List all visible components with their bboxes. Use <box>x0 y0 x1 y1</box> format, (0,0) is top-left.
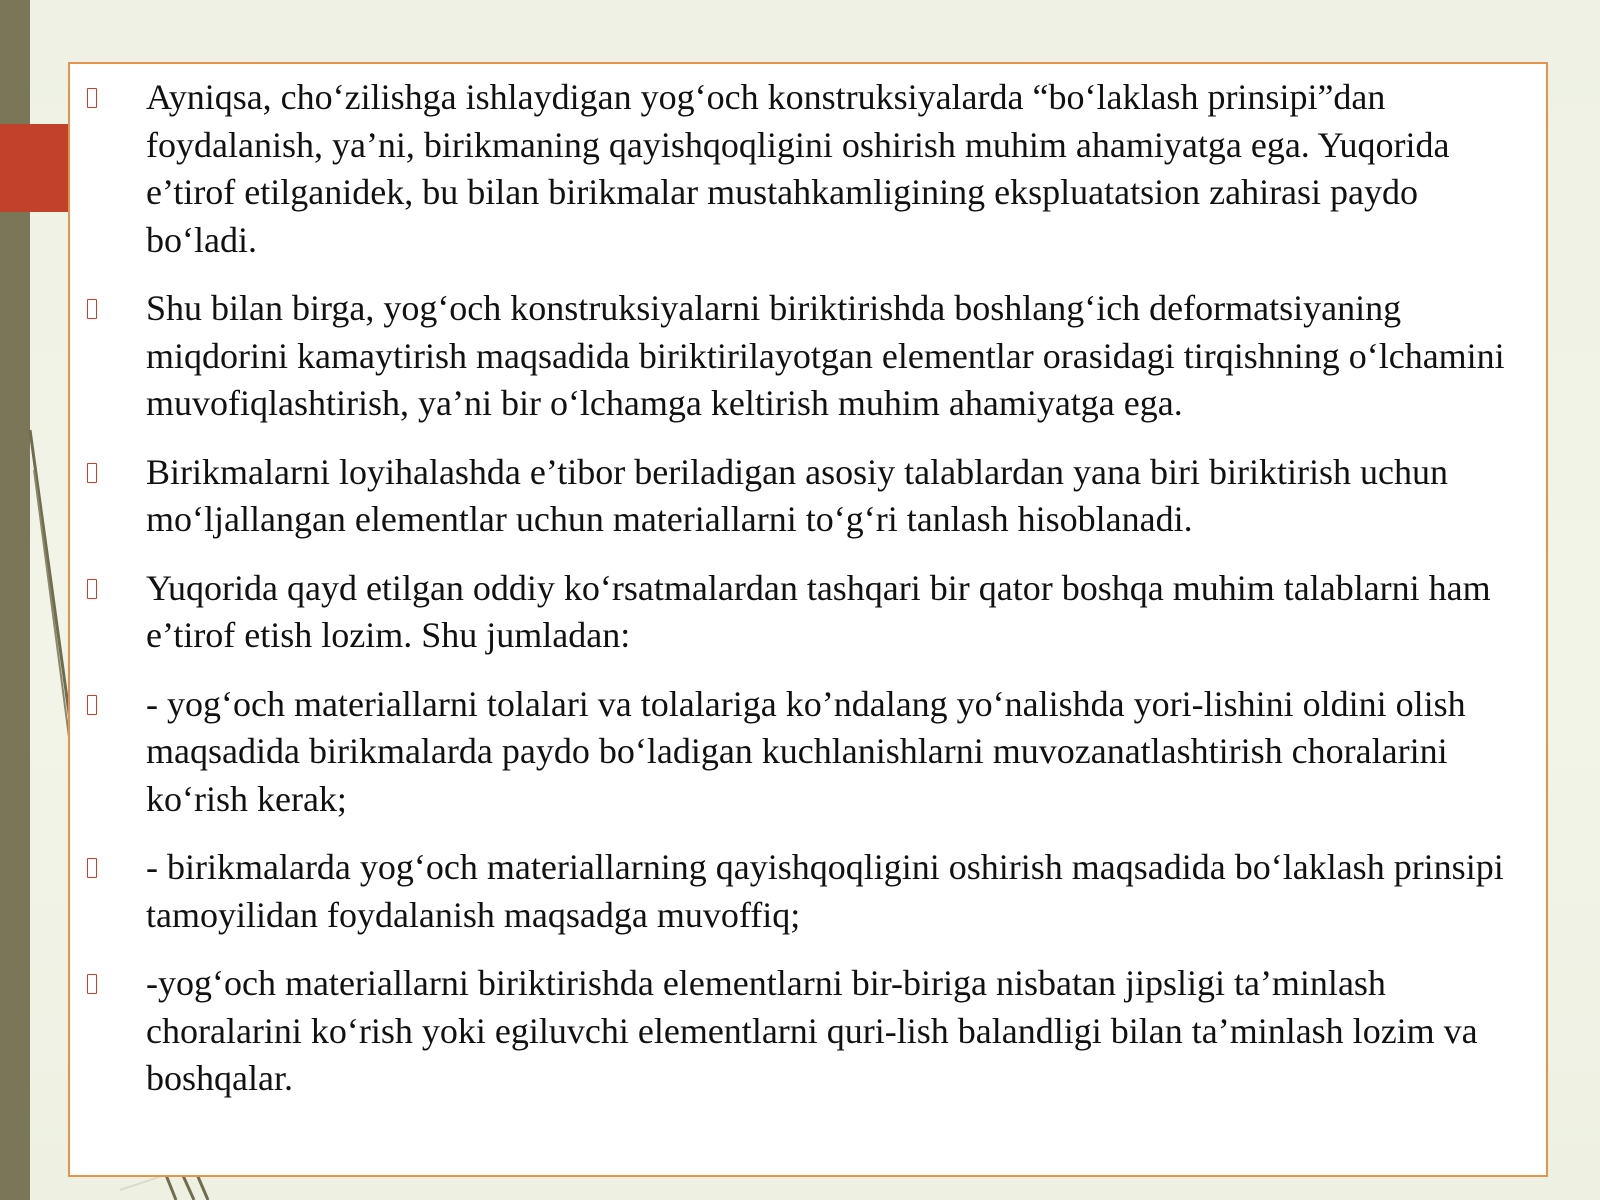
bullet-text: Yuqorida qayd etilgan oddiy ko‘rsatmalardan tashqari bir qator boshqa muhim talablarni ham e’tirof etish lozim. Shu jumladan: <box>146 567 1491 655</box>
bullet-box-icon <box>87 463 97 483</box>
bullet-item <box>70 844 1526 939</box>
bullet-text: Birikmalarni loyihalashda e’tibor beriladigan asosiy talablardan yana biri biriktirish uchun mo‘ljallangan elementlar uchun materiallarni to‘g‘ri tanlash hisoblanadi. <box>146 451 1448 539</box>
bullet-item <box>70 74 1526 264</box>
bullet-box-icon <box>87 695 97 715</box>
bullet-item <box>70 681 1526 824</box>
bullet-item <box>70 449 1526 544</box>
red-accent-block <box>0 124 68 212</box>
bullet-text: - birikmalarda yog‘och materiallarning qayishqoqligini oshirish maqsadida bo‘laklash prinsipi tamoyilidan foydalanish maqsadga muvoffiq; <box>146 847 1504 935</box>
bullet-text: Shu bilan birga, yog‘och konstruksiyalarni biriktirishda boshlang‘ich deformatsiyaning miqdorini kamaytirish maqsadida biriktirilayotgan elementlar orasidagi tirqishning o‘lchamini muvofiqlashtirish, ya’ni bir o‘lchamga keltirish muhim ahamiyatga ega. <box>146 288 1505 423</box>
bullet-item <box>70 565 1526 660</box>
bullet-text: - yog‘och materiallarni tolalari va tolalariga ko’ndalang yo‘nalishda yori-lishini oldini olish maqsadida birikmalarda paydo bo‘ladigan kuchlanishlarni muvozanatlashtirish choralarini ko‘rish kerak; <box>146 683 1466 819</box>
bullet-text: -yog‘och materiallarni biriktirishda elementlarni bir-biriga nisbatan jipsligi ta’minlash choralarini ko‘rish yoki egiluvchi elementlarni quri-lish balandligi bilan ta’minlash lozim va boshqalar. <box>146 963 1478 1098</box>
bullet-box-icon <box>87 88 97 108</box>
bullet-item <box>70 960 1526 1103</box>
bullet-box-icon <box>87 579 97 599</box>
bullet-box-icon <box>87 974 97 994</box>
bullet-text: Ayniqsa, cho‘zilishga ishlaydigan yog‘och konstruksiyalarda “bo‘laklash prinsipi”dan foydalanish, ya’ni, birikmaning qayishqoqligini oshirish muhim ahamiyatga ega. Yuqorida e’tirof etilganidek, bu bilan birikmalar mustahkamligining ekspluatatsion zahirasi paydo bo‘ladi. <box>146 77 1450 260</box>
bullet-item <box>70 285 1526 428</box>
content-box <box>68 62 1548 1177</box>
bullet-box-icon <box>87 299 97 319</box>
bullet-box-icon <box>87 858 97 878</box>
bullet-list <box>70 64 1546 1103</box>
